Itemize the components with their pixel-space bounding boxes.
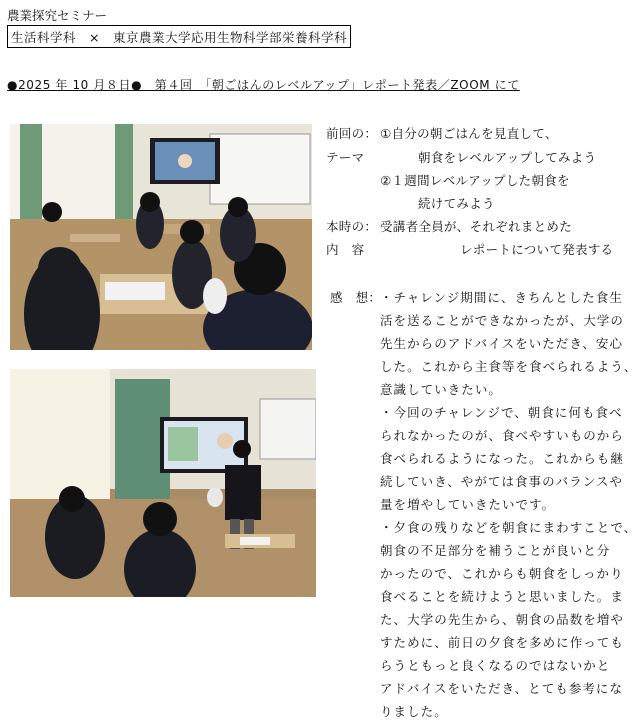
- prev-item-2-cont: 続けてみよう: [418, 196, 495, 211]
- impressions-line: 先生からのアドバイスをいただき、安心: [380, 336, 624, 351]
- impressions-line: ・チャレンジ期間に、きちんとした食生: [380, 290, 623, 305]
- prev-item-2: ②１週間レベルアップした朝食を: [380, 173, 570, 188]
- impressions-line: すために、前日の夕食を多めに作っても: [380, 635, 624, 650]
- impressions-line: らうともっと良くなるのではないかと: [380, 658, 611, 673]
- impressions-line: した。これから主食等を食べられるよう、: [380, 359, 638, 374]
- impressions-line: 意識していきたい。: [380, 382, 502, 397]
- impressions-line: 活を送ることができなかったが、大学の: [380, 313, 624, 328]
- impressions-line: 朝食の不足部分を補うことが良いと分: [380, 543, 611, 558]
- content-label: 内 容: [326, 242, 365, 257]
- page-label: 農業探究セミナー: [7, 8, 108, 23]
- theme-label: テーマ: [326, 150, 365, 165]
- department-box: 生活科学科 × 東京農業大学応用生物科学部栄養科学科: [7, 25, 351, 48]
- impressions-line: 食べることを続けようと思いました。ま: [380, 589, 624, 604]
- this-label: 本時の：: [326, 219, 378, 234]
- impressions-label: 感 想：: [330, 290, 382, 305]
- impressions-line: アドバイスをいただき、とても参考にな: [380, 681, 624, 696]
- impressions-line: 量を増やしていきたいです。: [380, 497, 556, 512]
- prev-item-1: ①自分の朝ごはんを見直して、: [380, 126, 558, 141]
- prev-item-1-cont: 朝食をレベルアップしてみよう: [418, 150, 597, 165]
- impressions-line: 食べられるようになった。これからも継: [380, 451, 624, 466]
- impressions-line: た、大学の先生から、朝食の品数を増や: [380, 612, 624, 627]
- prev-label: 前回の：: [326, 126, 378, 141]
- impressions-line: かったので、これからも朝食をしっかり: [380, 566, 624, 581]
- this-text-cont: レポートについて発表する: [460, 242, 614, 257]
- session-subtitle: ●2025 年 10 月８日● 第４回 「朝ごはんのレベルアップ」レポート発表／ZOOM にて: [7, 78, 520, 92]
- classroom-photo-2: [10, 369, 316, 597]
- this-text: 受講者全員が、それぞれまとめた: [380, 219, 573, 234]
- impressions-line: りました。: [380, 704, 448, 719]
- impressions-line: 続していき、やがては食事のバランスや: [380, 474, 624, 489]
- impressions-line: られなかったのが、食べやすいものから: [380, 428, 624, 443]
- impressions-line: ・夕食の残りなどを朝食にまわすことで、: [380, 520, 638, 535]
- classroom-photo-1: [10, 124, 312, 350]
- impressions-line: ・今回のチャレンジで、朝食に何も食べ: [380, 405, 623, 420]
